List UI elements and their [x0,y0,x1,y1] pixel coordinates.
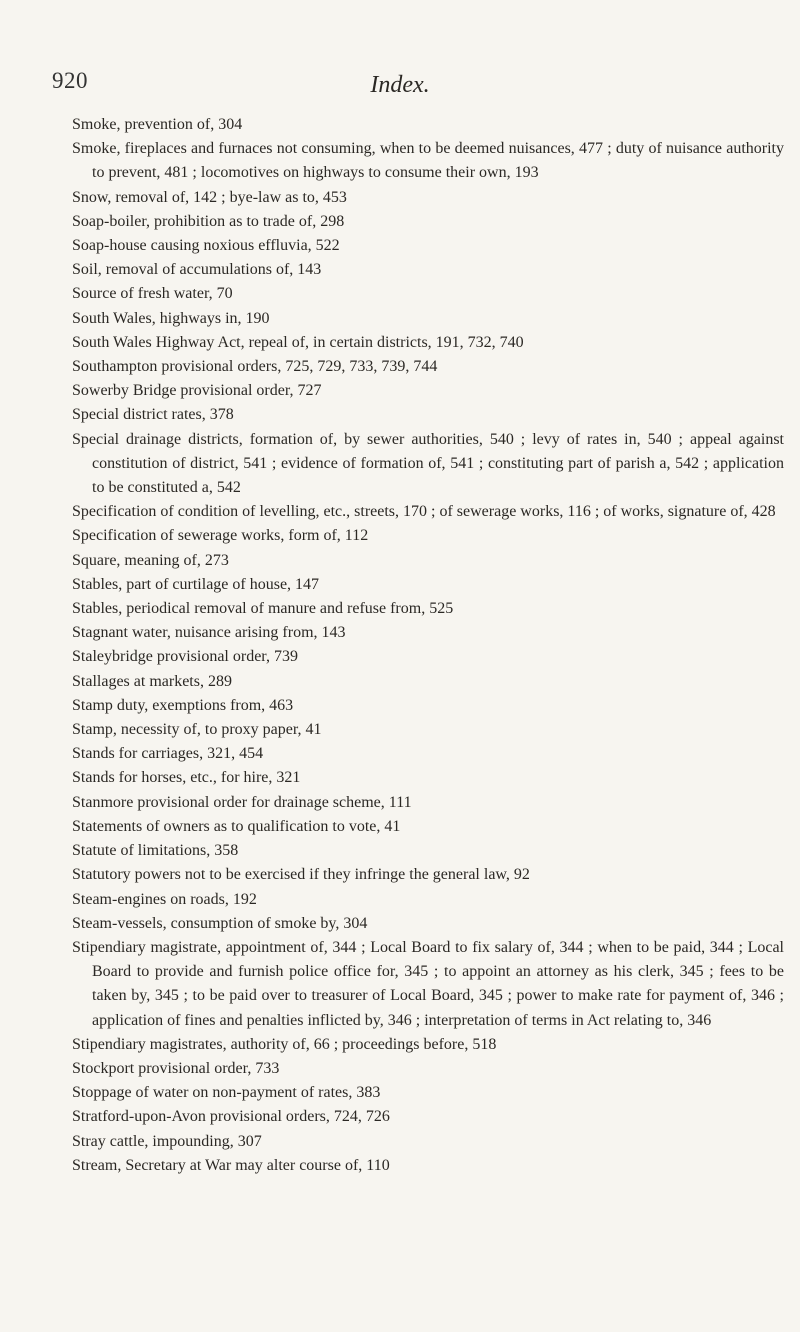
index-entry: Stratford-upon-Avon provisional orders, 724, 726 [72,1108,390,1126]
index-entry: Soil, removal of accumulations of, 143 [72,261,322,279]
index-entry-list [72,113,784,1178]
index-entry: Stipendiary magistrates, authority of, 66 ; proceedings before, 518 [72,1035,497,1053]
index-entry: Stables, part of curtilage of house, 147 [72,575,320,593]
index-entry: Specification of condition of levelling, etc., streets, 170 ; of sewerage works, 116 ; of works, signature of, 428 [72,503,776,521]
index-entry: Southampton provisional orders, 725, 729, 733, 739, 744 [72,358,438,376]
index-entry: Special district rates, 378 [72,406,234,424]
index-entry: Specification of sewerage works, form of, 112 [72,527,369,545]
index-entry: Stream, Secretary at War may alter course of, 110 [72,1156,390,1174]
index-entry: Sowerby Bridge provisional order, 727 [72,382,322,400]
index-entry: Special drainage districts, formation of, by sewer authorities, 540 ; levy of rates in, 540 ; appeal against constitution of district, 541 ; evidence of formation of, 541 ; constituting part of parish a, 542 ; application to be constituted a, 542 [72,430,784,497]
index-entry: Statute of limitations, 358 [72,842,239,860]
index-entry: Smoke, prevention of, 304 [72,116,243,133]
index-entry: Stands for horses, etc., for hire, 321 [72,769,301,787]
index-entry: Stamp, necessity of, to proxy paper, 41 [72,721,322,739]
index-entry: Soap-boiler, prohibition as to trade of, 298 [72,212,345,230]
index-entry: Stoppage of water on non-payment of rates, 383 [72,1084,381,1102]
index-entry: Statements of owners as to qualification to vote, 41 [72,817,401,835]
index-entry: Stagnant water, nuisance arising from, 143 [72,624,346,642]
index-entry: Stamp duty, exemptions from, 463 [72,696,294,714]
index-entry: Steam-vessels, consumption of smoke by, 304 [72,914,368,932]
index-entry: South Wales Highway Act, repeal of, in certain districts, 191, 732, 740 [72,333,524,351]
index-entry: Source of fresh water, 70 [72,285,233,303]
index-entry: Steam-engines on roads, 192 [72,890,257,908]
index-entry: Stables, periodical removal of manure and refuse from, 525 [72,600,454,618]
index-entry: Stray cattle, impounding, 307 [72,1132,262,1150]
page-number: 920 [52,68,88,93]
index-entry: Staleybridge provisional order, 739 [72,648,298,666]
running-title: Index. [370,72,430,98]
index-entry: Statutory powers not to be exercised if they infringe the general law, 92 [72,866,530,884]
index-entry: Snow, removal of, 142 ; bye-law as to, 453 [72,188,347,206]
index-entry: South Wales, highways in, 190 [72,309,270,327]
index-entry: Square, meaning of, 273 [72,551,229,569]
index-entry: Stipendiary magistrate, appointment of, 344 ; Local Board to fix salary of, 344 ; when to be paid, 344 ; Local Board to provide and furnish police office for, 345 ; to appoint an attorney as his clerk, 345 ; fees to be taken by, 345 ; to be paid over to treasurer of Local Board, 345 ; power to make rate for payment of, 346 ; application of fines and penalties inflicted by, 346 ; interpretation of terms in Act relating to, 346 [72,938,784,1029]
index-entry: Stockport provisional order, 733 [72,1059,280,1077]
index-entry: Stands for carriages, 321, 454 [72,745,264,763]
index-entry: Smoke, fireplaces and furnaces not consuming, when to be deemed nuisances, 477 ; duty of nuisance authority to prevent, 481 ; locomotives on highways to consume their own, 193 [72,140,784,182]
index-entry: Soap-house causing noxious effluvia, 522 [72,237,340,255]
index-entry: Stallages at markets, 289 [72,672,232,690]
index-entry: Stanmore provisional order for drainage scheme, 111 [72,793,412,811]
